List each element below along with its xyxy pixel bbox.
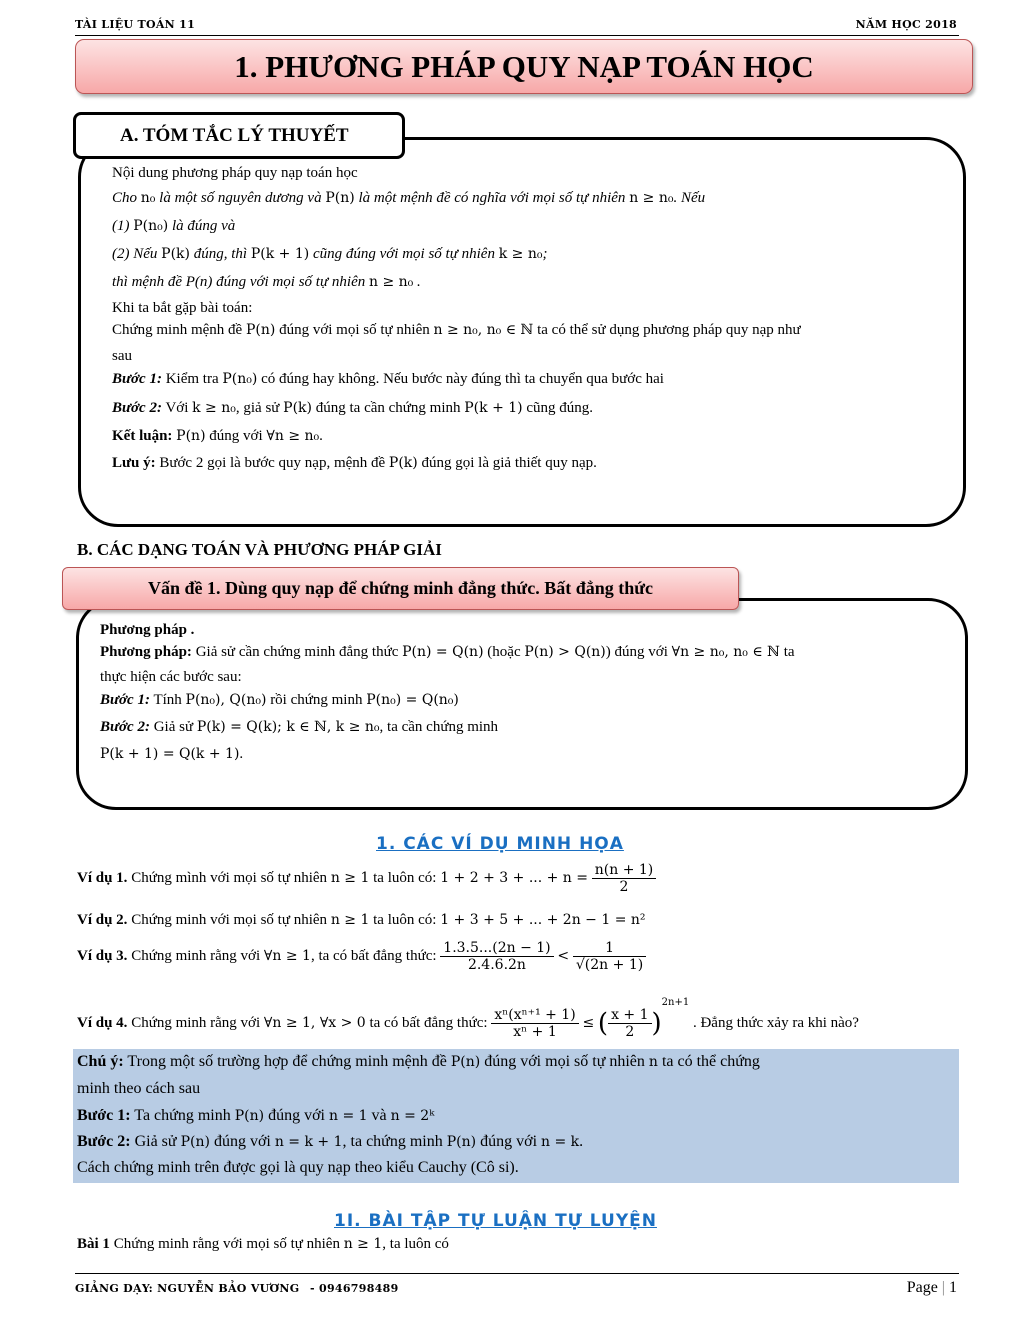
header-rule <box>75 35 959 36</box>
example-4: Ví dụ 4. Chứng minh rằng với ∀n ≥ 1, ∀x > 0 ta có bất đẳng thức: $\frac{\text{xⁿ(xⁿ⁺¹ + 1)}}{\text{xⁿ + 1}}$ ≤ ( $\frac{x + 1}{2}$ )$^{2n+1}$ . Đẳng thức xảy ra khi nào? <box>77 997 859 1041</box>
theory-line-4: (2) Nếu P(k) đúng, thì P(k + 1) cũng đúng với mọi số tự nhiên k ≥ n₀; <box>112 246 548 262</box>
theory-line-2: Cho n₀ là một số nguyên dương và P(n) là một mệnh đề có nghĩa với mọi số tự nhiên n ≥ n₀. Nếu <box>112 190 706 206</box>
section-a-label <box>73 112 405 159</box>
theory-line-7: Chứng minh mệnh đề P(n) đúng với mọi số tự nhiên n ≥ n₀, n₀ ∈ ℕ ta có thể sử dụng phương pháp quy nạp như <box>112 322 801 338</box>
header-left: TÀI LIỆU TOÁN 11 <box>75 18 196 31</box>
theory-line-3: (1) P(n₀) là đúng và <box>112 218 236 234</box>
theory-line-1: Nội dung phương pháp quy nạp toán học <box>112 165 358 181</box>
method-step-2: Bước 2: Giả sử P(k) = Q(k); k ∈ ℕ, k ≥ n₀, ta cần chứng minh <box>100 719 499 735</box>
method-line-3: thực hiện các bước sau: <box>100 669 242 685</box>
header-right: NĂM HỌC 2018 <box>855 18 957 31</box>
theory-note: Lưu ý: Bước 2 gọi là bước quy nạp, mệnh đề P(k) đúng gọi là giả thiết quy nạp. <box>112 455 597 471</box>
footer-phone: - 0946798489 <box>310 1282 399 1295</box>
note-box <box>73 1049 959 1183</box>
problem-banner-text: Vấn đề 1. Dùng quy nạp để chứng minh đẳng thức. Bất đẳng thức <box>147 578 654 598</box>
note-line-2: minh theo cách sau <box>77 1080 201 1097</box>
example-3: Ví dụ 3. Chứng minh rằng với ∀n ≥ 1, ta có bất đẳng thức: $\frac{1.3.5...(2n - 1)}{2.4.6.2n}$ < $\frac{1}{√(2n + 1)}$ <box>77 940 646 973</box>
theory-line-8: sau <box>112 348 132 364</box>
example-1: Ví dụ 1. Chứng mình với mọi số tự nhiên n ≥ 1 ta luôn có: 1 + 2 + 3 + ... + n = $\frac{n(n + 1)}{2}$ <box>77 862 656 895</box>
example-2: Ví dụ 2. Chứng minh với mọi số tự nhiên n ≥ 1 ta luôn có: 1 + 3 + 5 + ... + 2n − 1 = n² <box>77 912 646 928</box>
section-b-heading: B. CÁC DẠNG TOÁN VÀ PHƯƠNG PHÁP GIẢI <box>77 540 442 559</box>
page-title: 1. PHƯƠNG PHÁP QUY NẠP TOÁN HỌC <box>234 48 814 84</box>
problem-banner <box>62 567 739 610</box>
method-line-1: Phương pháp . <box>100 622 195 638</box>
theory-step-1: Bước 1: Kiểm tra P(n₀) có đúng hay không. Nếu bước này đúng thì ta chuyển qua bước hai <box>112 371 664 387</box>
note-step-2: Bước 2: Giả sử P(n) đúng với n = k + 1, ta chứng minh P(n) đúng với n = k. <box>77 1133 584 1150</box>
page-number: Page | 1 <box>906 1279 957 1296</box>
footer-author: GIẢNG DẠY: NGUYỄN BẢO VƯƠNG <box>75 1282 300 1295</box>
theory-conclusion: Kết luận: P(n) đúng với ∀n ≥ n₀. <box>112 428 323 444</box>
theory-line-5: thì mệnh đề P(n) đúng với mọi số tự nhiên n ≥ n₀ . <box>112 274 421 290</box>
note-step-1: Bước 1: Ta chứng minh P(n) đúng với n = 1 và n = 2ᵏ <box>77 1107 435 1124</box>
section-a-label-text: A. TÓM TẮC LÝ THUYẾT <box>120 124 349 146</box>
method-line-2: Phương pháp: Giả sử cần chứng minh đẳng thức P(n) = Q(n) (hoặc P(n) > Q(n)) đúng với ∀n ≥ n₀, n₀ ∈ ℕ ta <box>100 644 795 660</box>
footer-rule <box>75 1273 959 1274</box>
exercise-1: Bài 1 Chứng minh rằng với mọi số tự nhiên n ≥ 1, ta luôn có <box>77 1236 449 1252</box>
title-banner <box>75 39 973 94</box>
theory-step-2: Bước 2: Với k ≥ n₀, giả sử P(k) đúng ta cần chứng minh P(k + 1) cũng đúng. <box>112 400 594 416</box>
theory-line-6: Khi ta bắt gặp bài toán: <box>112 300 253 316</box>
method-line-6: P(k + 1) = Q(k + 1). <box>100 746 244 762</box>
method-step-1: Bước 1: Tính P(n₀), Q(n₀) rồi chứng minh P(n₀) = Q(n₀) <box>100 692 459 708</box>
exercises-heading: 1I. BÀI TẬP TỰ LUẬN TỰ LUYỆN <box>334 1211 657 1231</box>
note-line-5: Cách chứng minh trên được gọi là quy nạp theo kiểu Cauchy (Cô si). <box>77 1159 519 1176</box>
examples-heading: 1. CÁC VÍ DỤ MINH HỌA <box>376 834 624 854</box>
note-line-1: Chú ý: Trong một số trường hợp để chứng minh mệnh đề P(n) đúng với mọi số tự nhiên n ta có thể chứng <box>77 1053 760 1070</box>
